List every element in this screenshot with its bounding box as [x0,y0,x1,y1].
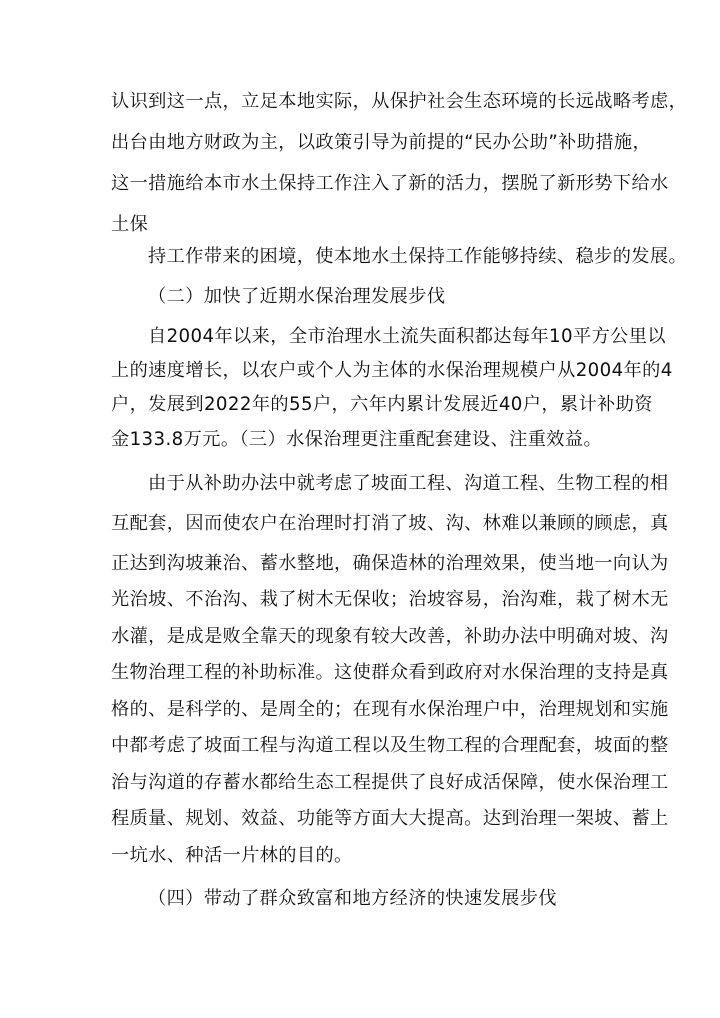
text-line: 互配套，因而使农户在治理时打消了坡、沟、林难以兼顾的顾虑，真 [111,513,669,534]
text-line: 自2004年以来，全市治理水土流失面积都达每年10平方公里以 [148,326,666,347]
section-heading: （二）加快了近期水保治理发展步伐 [148,286,446,307]
text-line: 程质量、规划、效益、功能等方面大大提高。达到治理一架坡、蓄上 [111,808,669,829]
text-line: 这一措施给本市水土保持工作注入了新的活力，摆脱了新形势下给水 [111,173,669,194]
text-line: 出台由地方财政为主，以政策引导为前提的“民办公助”补助措施， [111,132,652,153]
text-line: 由于从补助办法中就考虑了坡面工程、沟道工程、生物工程的相 [148,473,669,494]
text-line: 认识到这一点，立足本地实际，从保护社会生态环境的长远战略考虑， [111,91,688,112]
text-line: 金133.8万元。（三）水保治理更注重配套建设、注重效益。 [111,429,603,450]
text-line: 光治坡、不治沟、栽了树木无保收；治坡容易，治沟难，栽了树木无 [111,589,669,610]
text-line: 一坑水、种活一片林的目的。 [111,845,353,866]
text-line: 格的、是科学的、是周全的；在现有水保治理户中，治理规划和实施 [111,699,669,720]
text-line: 正达到沟坡兼治、蓄水整地，确保造林的治理效果，使当地一向认为 [111,553,669,574]
text-line: 治与沟道的存蓄水都给生态工程提供了良好成活保障，使水保治理工 [111,772,669,793]
text-line: 土保 [111,214,149,235]
text-line: 户，发展到2022年的55户，六年内累计发展近40户，累计补助资 [111,394,653,415]
text-line: 持工作带来的困境，使本地水土保持工作能够持续、稳步的发展。 [148,246,688,267]
section-heading: （四）带动了群众致富和地方经济的快速发展步伐 [148,888,557,909]
text-line: 上的速度增长，以农户或个人为主体的水保治理规模户从2004年的4 [111,360,673,381]
text-line: 水灌，是成是败全靠天的现象有较大改善，补助办法中明确对坡、沟 [111,626,669,647]
text-line: 生物治理工程的补助标准。这使群众看到政府对水保治理的支持是真 [111,662,669,683]
text-line: 中都考虑了坡面工程与沟道工程以及生物工程的合理配套，坡面的整 [111,735,669,756]
